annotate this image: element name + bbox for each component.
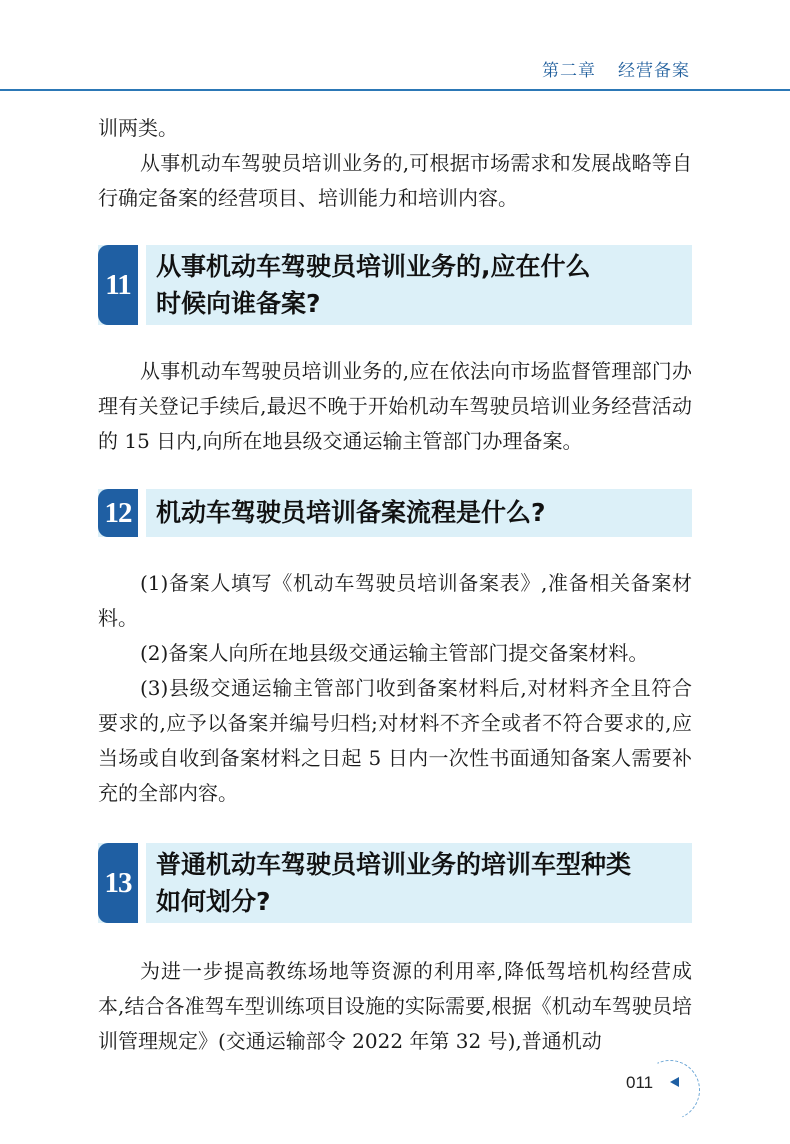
question-title-line: 如何划分? [156,887,271,916]
question-number: 13 [98,843,138,923]
question-title-line: 时候向谁备案? [156,289,321,318]
list-item: (1)备案人填写《机动车驾驶员培训备案表》,准备相关备案材料。 [98,571,692,630]
question-title-line: 机动车驾驶员培训备案流程是什么? [156,498,546,527]
question-number: 11 [98,245,138,325]
question-heading-11 [98,245,692,325]
chapter-title: 经营备案 [618,61,690,81]
page-number: 011 [626,1073,654,1092]
header-rule [0,89,790,91]
list-item: (3)县级交通运输主管部门收到备案材料后,对材料齐全且符合要求的,应予以备案并编号归档;对材料不齐全或者不符合要求的,应当场或自收到备案材料之日起 5 日内一次性书面通知备案人需要补充的全部内容。 [98,676,692,805]
paragraph: 从事机动车驾驶员培训业务的,应在依法向市场监督管理部门办理有关登记手续后,最迟不晚于开始机动车驾驶员培训业务经营活动的 15 日内,向所在地县级交通运输主管部门办理备案。 [98,359,692,453]
paragraph: 为进一步提高教练场地等资源的利用率,降低驾培机构经营成本,结合各准驾车型训练项目设施的实际需要,根据《机动车驾驶员培训管理规定》(交通运输部令 2022 年第 32 号),普通机动 [98,959,692,1053]
list-item: (2)备案人向所在地县级交通运输主管部门提交备案材料。 [140,641,649,665]
paragraph: 训两类。 [98,116,178,140]
chapter-number: 第二章 [542,61,596,81]
question-heading-12 [98,489,692,537]
running-header [542,56,690,81]
paragraph: 从事机动车驾驶员培训业务的,可根据市场需求和发展战略等自行确定备案的经营项目、培训能力和培训内容。 [98,151,692,210]
question-heading-13 [98,843,692,923]
question-title-line: 从事机动车驾驶员培训业务的,应在什么 [156,252,591,281]
page-arrow-icon [670,1077,679,1087]
question-title-line: 普通机动车驾驶员培训业务的培训车型种类 [156,850,632,879]
question-number: 12 [98,489,138,537]
